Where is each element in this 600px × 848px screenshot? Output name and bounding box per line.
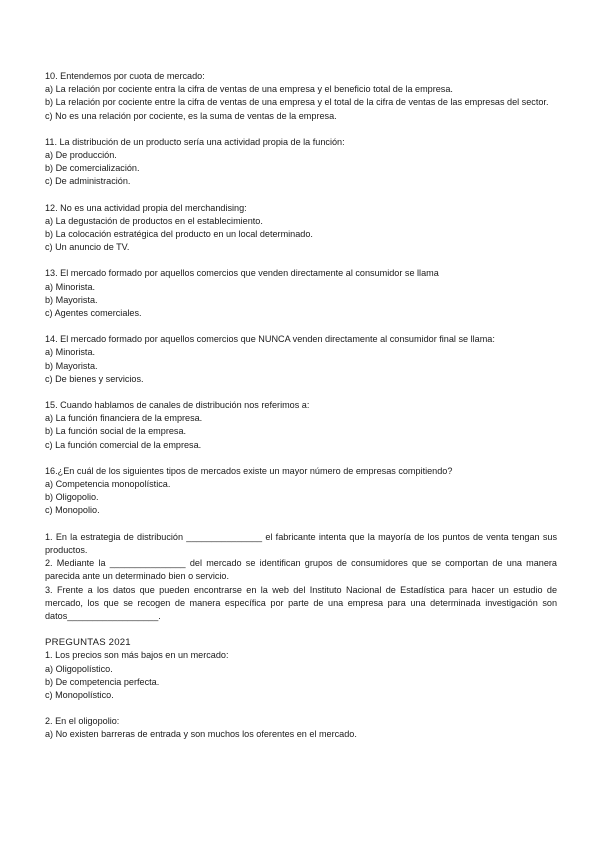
option-c: c) Monopolístico.	[45, 689, 114, 700]
question-11	[45, 136, 557, 189]
question-stem: 12. No es una actividad propia del merchandising:	[45, 202, 247, 213]
question-stem: 2. En el oligopolio:	[45, 716, 120, 727]
document-page	[45, 70, 557, 755]
option-b: b) Oligopolio.	[45, 492, 99, 503]
option-c: c) Un anuncio de TV.	[45, 242, 130, 253]
option-c: c) No es una relación por cociente, es la suma de ventas de la empresa.	[45, 110, 337, 121]
fill-in-3: 3. Frente a los datos que pueden encontrarse en la web del Instituto Nacional de Estadística para hacer un estudio de mercado, los que se recogen de manera específica por parte de una empresa para una determinada investigación son datos__________________.	[45, 584, 557, 621]
option-c: c) La función comercial de la empresa.	[45, 439, 202, 450]
option-c: c) De bienes y servicios.	[45, 373, 144, 384]
option-b: b) La función social de la empresa.	[45, 426, 187, 437]
option-a: a) Minorista.	[45, 347, 96, 358]
question-14	[45, 333, 557, 386]
option-a: a) Competencia monopolística.	[45, 479, 171, 490]
question-stem: 14. El mercado formado por aquellos comercios que NUNCA venden directamente al consumidor final se llama:	[45, 334, 495, 345]
option-b: b) De comercialización.	[45, 163, 140, 174]
question-15	[45, 399, 557, 452]
option-a: a) De producción.	[45, 150, 117, 161]
question-stem: 11. La distribución de un producto sería una actividad propia de la función:	[45, 136, 345, 147]
option-b: b) De competencia perfecta.	[45, 676, 160, 687]
question-stem: 10. Entendemos por cuota de mercado:	[45, 71, 205, 81]
question-12	[45, 202, 557, 255]
option-c: c) De administración.	[45, 176, 131, 187]
option-a: a) La degustación de productos en el establecimiento.	[45, 215, 263, 226]
option-b: b) Mayorista.	[45, 360, 98, 371]
fill-in-1: 1. En la estrategia de distribución _______________ el fabricante intenta que la mayoría de los puntos de venta tengan sus productos.	[45, 531, 557, 555]
section-heading: PREGUNTAS 2021	[45, 637, 131, 649]
section-2021-q1	[45, 636, 557, 702]
question-stem: 16.¿En cuál de los siguientes tipos de mercados existe un mayor número de empresas compitiendo?	[45, 465, 453, 476]
question-13	[45, 267, 557, 320]
question-stem: 13. El mercado formado por aquellos comercios que venden directamente al consumidor se llama	[45, 268, 439, 279]
fill-in-2: 2. Mediante la _______________ del mercado se identifican grupos de consumidores que se comportan de una manera parecida ante un determinado bien o servicio.	[45, 558, 557, 582]
option-c: c) Agentes comerciales.	[45, 308, 142, 319]
option-b: b) Mayorista.	[45, 294, 98, 305]
option-c: c) Monopolio.	[45, 505, 100, 516]
option-a: a) La relación por cociente entra la cifra de ventas de una empresa y el beneficio total de la empresa.	[45, 84, 453, 95]
question-stem: 1. Los precios son más bajos en un mercado:	[45, 650, 229, 661]
option-a: a) No existen barreras de entrada y son muchos los oferentes en el mercado.	[45, 729, 357, 740]
option-a: a) La función financiera de la empresa.	[45, 413, 203, 424]
section-2021-q2	[45, 715, 557, 741]
option-a: a) Oligopolístico.	[45, 663, 113, 674]
question-16	[45, 465, 557, 518]
option-b: b) La relación por cociente entre la cifra de ventas de una empresa y el total de la cifra de ventas de las empresas del sector.	[45, 97, 549, 108]
question-stem: 15. Cuando hablamos de canales de distribución nos referimos a:	[45, 400, 310, 411]
question-10	[45, 70, 557, 123]
option-a: a) Minorista.	[45, 281, 96, 292]
option-b: b) La colocación estratégica del producto en un local determinado.	[45, 229, 313, 240]
fill-in-section	[45, 531, 557, 623]
